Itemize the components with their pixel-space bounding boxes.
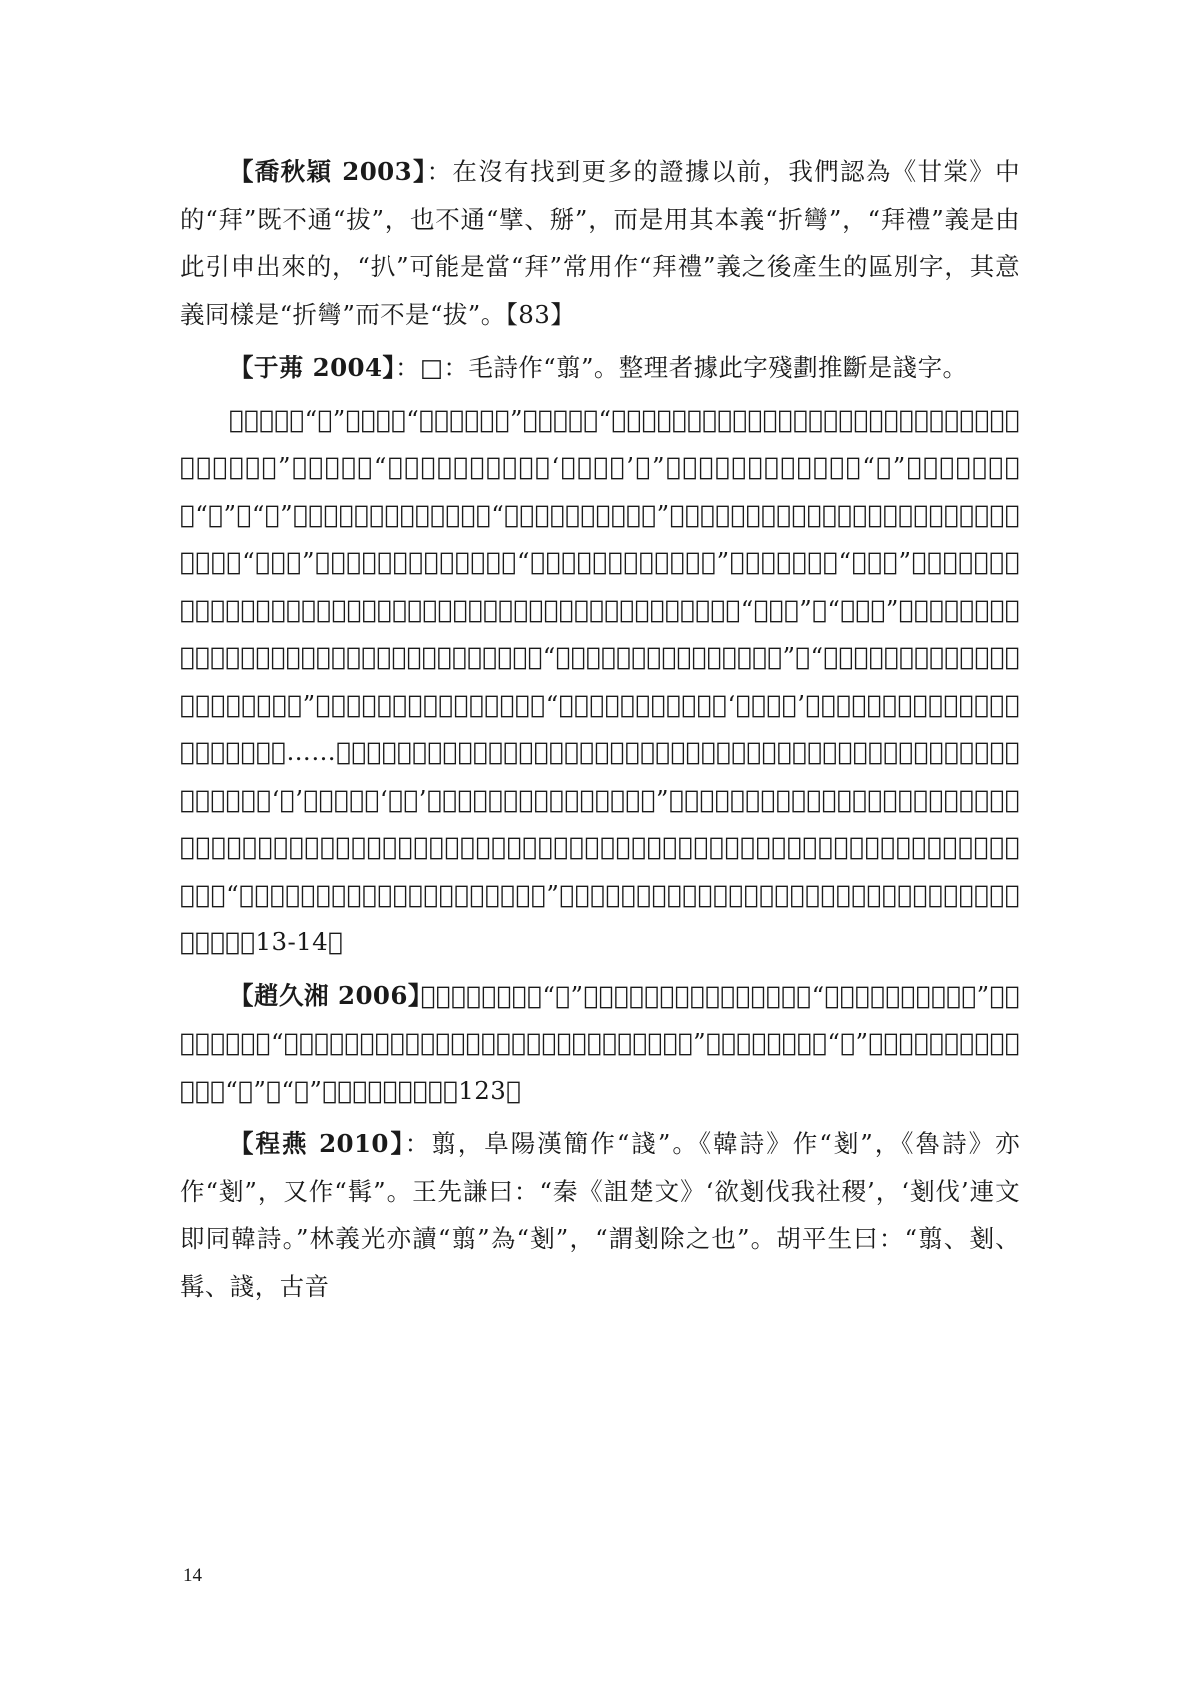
paragraph-text: ：在沒有找到更多的證據以前，我們認為《甘棠》中的“拜”既不通“拔”，也不通“擘、掰”，而是用其本義“折彎”，“拜禮”義是由此引申出來的，“扒”可能是當“拜”常用作“拜禮”義之後產生的區別字，其意義同樣是“折彎”而不是“拔”。【83】: [180, 157, 1021, 329]
page-number: 14: [183, 1565, 202, 1586]
paragraph-text: ：□：毛詩作“翦”。整理者據此字殘劃推斷是諓字。: [395, 353, 968, 382]
body-text: [180, 148, 1020, 1316]
citation-label: 【趙久湘 2006】: [229, 980, 421, 1010]
paragraph-text: ：𢱭：《毛詩》作“拜”。《毛詩・召南・甘棠》第三章：“蔽芾甘棠，勿翦勿拜。”《說文・手部》：“𢱭，首至地也，從手、𠦬，𠦬音忽。拜，楊雄說拜以兩手下。”可見，《說文》以“𢱭”字為正體，而後世通行正體為“拜”，“𢱭”字遂成為了異體。【123】: [180, 980, 1021, 1105]
paragraph-zhao-jiuxiang: [180, 972, 1020, 1115]
paragraph-text: 𢱭：毛詩作“拜”。鄭箋：“拜之言拔也。”《說文》：“𢱭，首至地也，从手、𠦬。𠦬音忽。𢱭，楊雄說拜从兩手下。𢱭，古文拜。”《廣韻》：“扒，拔也。《詩》曰：‘勿翦勿扒’。”陳橋樅根據《廣韻》引詩作“扒”，推斷魯詩、韓詩“拜”作“扒”。王先謙《詩三家義集疏》：“扒、拜，以雙聲通轉。”郭沫若訓拜為拔，此與《說文》不合，而且，後人對許氏所言“首至地”也有不同推測，段玉裁認為：“首至地也者，首，當為手。”二人的理由都是“首至地”是𩒨首。不僅如此，《說文》於此字所列的三個字形𢱭、𢱭、𢱭也很難統一，無論是哪個字形，都與“首至地”或“首至手”不合。因此，近代以來，間有學者對拜字作出重新考釋。其中吳大澂認為“古拜字從手從𠦬，古華字從艸從𠦬”，“拜字古文或作𢱭，或又作𢱭，皆象以手折𠦬形。”（《字說》）郭沫若更明確指出：“拜（𢱭）實拔初字，用為‘拜首𩒨首’字者，乃其引申之義也。今文拜（𢱭）字至多見……均示以手連根拔起艸根之意，解為拔之初字正適，拜手至地有類拔艸卉然，故引申為拜。引申之義行而本義廢，故造‘拔’字以尸之。‘拜手’字有作𢱭者（友簋），其本字也。”從𢱭字的金文字形來看，其所從𠦬旁，上象艸卉形，下象其根，即艸之本，木有本，艸亦有本，隸定作𢱭，其所從𠦬字，上正是卉，下應是本字，而不是《說文》的夲字。《說文》：“夲，進趣也，从大十。大十者，猶兼十人也。”《說文》謂𠦬從夲，訓為疾，是錯誤的。𢱭，當是本字，拜是由𢱭演化而來。【13-14】: [180, 404, 1020, 956]
paragraph-yu-fu: [180, 344, 1020, 392]
paragraph-qiao-qiuying: [180, 148, 1020, 338]
citation-label: 【于茀 2004】: [229, 353, 396, 382]
paragraph-text: ：翦，阜陽漢簡作“諓”。《韓詩》作“剗”，《魯詩》亦作“剗”，又作“髯”。王先謙曰：“秦《詛楚文》‘欲剗伐我社稷’，‘剗伐’連文即同韓詩。”林義光亦讀“翦”為“剗”，“謂剗除之也”。胡平生曰：“翦、剗、髯、諓，古音: [180, 1129, 1020, 1301]
citation-label: 【程燕 2010】: [229, 1129, 405, 1158]
paragraph-yu-fu-continued: [180, 396, 1020, 966]
paragraph-cheng-yan: [180, 1120, 1020, 1310]
citation-label: 【喬秋穎 2003】: [229, 157, 427, 186]
